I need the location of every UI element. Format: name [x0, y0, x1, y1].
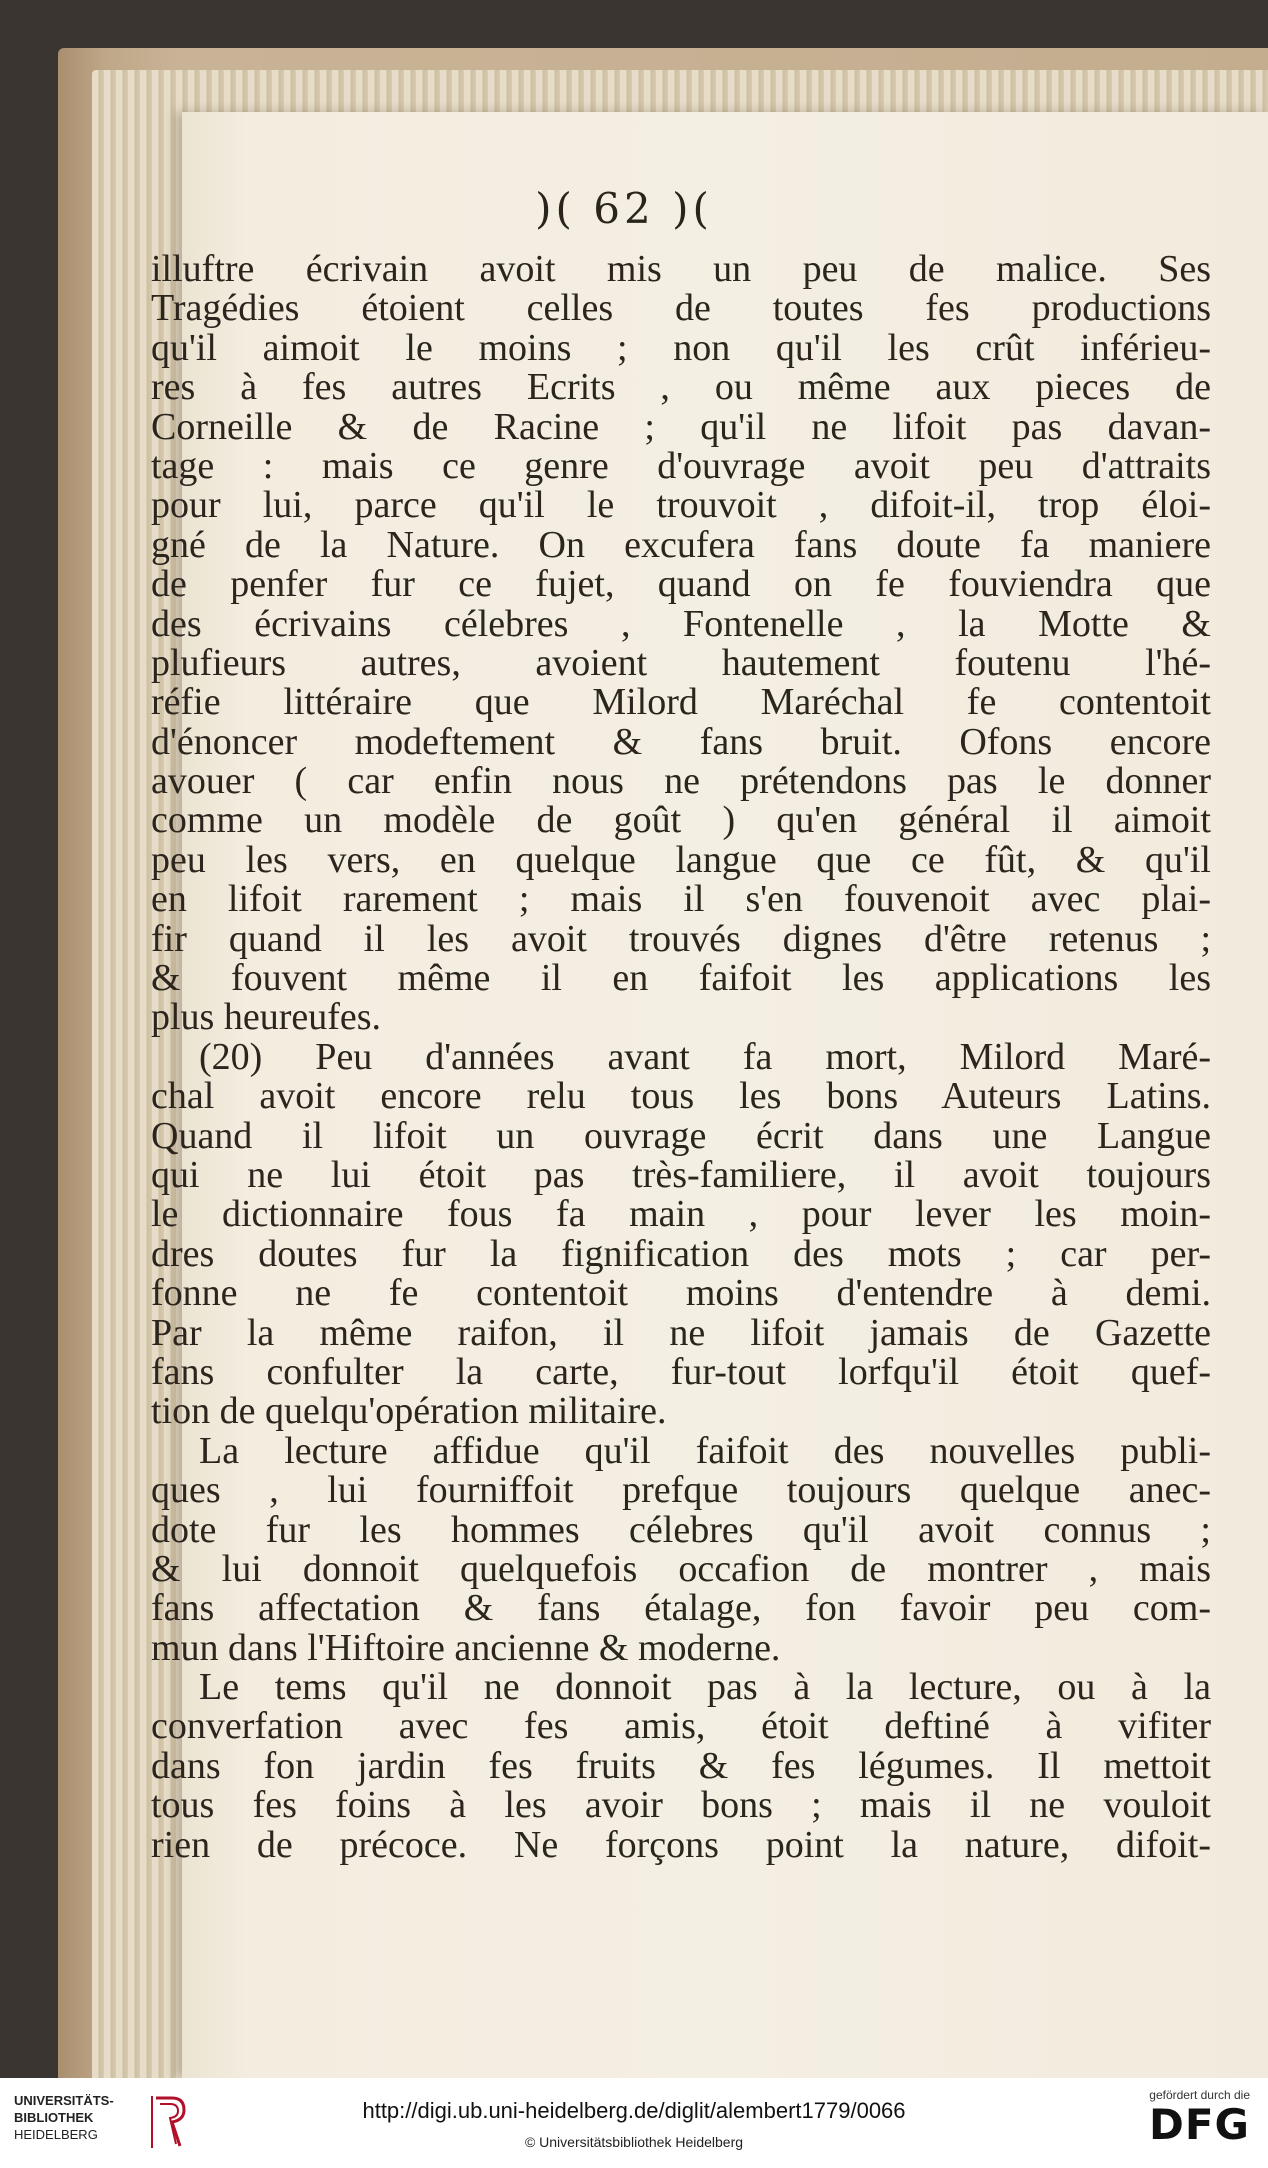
text-line: dres doutes fur la fignification des mots ; car per-	[151, 1234, 1211, 1275]
text-line: & lui donnoit quelquefois occafion de montrer , mais	[151, 1549, 1211, 1590]
text-line: des écrivains célebres , Fontenelle , la Motte &	[151, 604, 1211, 644]
text-line: de penfer fur ce fujet, quand on fe fouviendra que	[151, 565, 1211, 605]
dfg-funding-text: gefördert durch die	[1149, 2088, 1250, 2102]
text-line: réfie littéraire que Milord Maréchal fe contentoit	[151, 683, 1211, 723]
dfg-logo-text: DFG	[1148, 2100, 1250, 2149]
text-line: Par la même raifon, il ne lifoit jamais de Gazette	[151, 1313, 1211, 1353]
text-line: le dictionnaire fous fa main , pour lever les moin-	[151, 1195, 1211, 1235]
text-line: res à fes autres Ecrits , ou même aux pieces de	[151, 368, 1211, 408]
library-name-line3: HEIDELBERG	[14, 2127, 98, 2142]
text-line: comme un modèle de goût ) qu'en général il aimoit	[151, 801, 1211, 841]
text-line: La lecture affidue qu'il faifoit des nouvelles publi-	[199, 1431, 1211, 1472]
text-line: dote fur les hommes célebres qu'il avoit connus ;	[151, 1510, 1211, 1550]
text-line: chal avoit encore relu tous les bons Auteurs Latins.	[151, 1077, 1211, 1117]
text-line: tage : mais ce genre d'ouvrage avoit peu d'attraits	[151, 446, 1211, 487]
text-line: d'énoncer modeftement & fans bruit. Ofons encore	[151, 722, 1211, 763]
text-line: gné de la Nature. On excufera fans doute fa maniere	[151, 525, 1211, 566]
text-line: Corneille & de Racine ; qu'il ne lifoit pas davan-	[151, 407, 1211, 447]
text-line: & fouvent même il en faifoit les applications les	[151, 959, 1211, 999]
page-text	[151, 250, 1211, 1865]
library-name-line2: BIBLIOTHEK	[14, 2110, 94, 2125]
text-line: converfation avec fes amis, étoit deftiné à vifiter	[151, 1707, 1211, 1747]
text-line: fir quand il les avoit trouvés dignes d'être retenus ;	[151, 919, 1211, 960]
text-line: rien de précoce. Ne forçons point la nature, difoit-	[151, 1825, 1211, 1866]
library-name-line1: UNIVERSITÄTS-	[14, 2093, 114, 2108]
text-line: qui ne lui étoit pas très-familiere, il avoit toujours	[151, 1155, 1211, 1196]
text-line: Quand il lifoit un ouvrage écrit dans une Langue	[151, 1116, 1211, 1156]
permalink-url[interactable]: http://digi.ub.uni-heidelberg.de/diglit/alembert1779/0066	[362, 2098, 906, 2123]
text-line: fans confulter la carte, fur-tout lorfqu'il étoit quef-	[151, 1352, 1211, 1393]
text-line: fonne ne fe contentoit moins d'entendre à demi.	[151, 1274, 1211, 1314]
text-line: tion de quelqu'opération militaire.	[151, 1392, 667, 1432]
text-line: pour lui, parce qu'il le trouvoit , difoit-il, trop éloi-	[151, 486, 1211, 526]
text-line: avouer ( car enfin nous ne prétendons pas le donner	[151, 762, 1211, 802]
text-line: fans affectation & fans étalage, fon favoir peu com-	[151, 1589, 1211, 1629]
text-line: plus heureufes.	[151, 998, 382, 1038]
text-line: plufieurs autres, avoient hautement foutenu l'hé-	[151, 643, 1211, 684]
copyright-notice: © Universitätsbibliothek Heidelberg	[524, 2134, 744, 2150]
text-line: tous fes foins à les avoir bons ; mais il ne vouloit	[151, 1786, 1211, 1826]
footer-bar	[0, 2078, 1268, 2168]
text-line: dans fon jardin fes fruits & fes légumes. Il mettoit	[151, 1746, 1211, 1787]
text-line: Tragédies étoient celles de toutes fes productions	[151, 289, 1211, 329]
text-line: Le tems qu'il ne donnoit pas à la lecture, ou à la	[199, 1668, 1211, 1708]
text-line: qu'il aimoit le moins ; non qu'il les crût inférieu-	[151, 328, 1211, 369]
text-line: mun dans l'Hiftoire ancienne & moderne.	[151, 1628, 781, 1669]
text-line: illuftre écrivain avoit mis un peu de malice. Ses	[151, 250, 1211, 290]
text-line: peu les vers, en quelque langue que ce fût, & qu'il	[151, 840, 1211, 881]
text-line: ques , lui fourniffoit prefque toujours quelque anec-	[151, 1471, 1211, 1511]
text-line: en lifoit rarement ; mais il s'en fouvenoit avec plai-	[151, 880, 1211, 920]
dfg-funding-logo[interactable]	[1110, 2088, 1250, 2160]
page-number-header: )( 62 )(	[535, 184, 713, 233]
text-line: (20) Peu d'années avant fa mort, Milord Maré-	[199, 1037, 1211, 1078]
